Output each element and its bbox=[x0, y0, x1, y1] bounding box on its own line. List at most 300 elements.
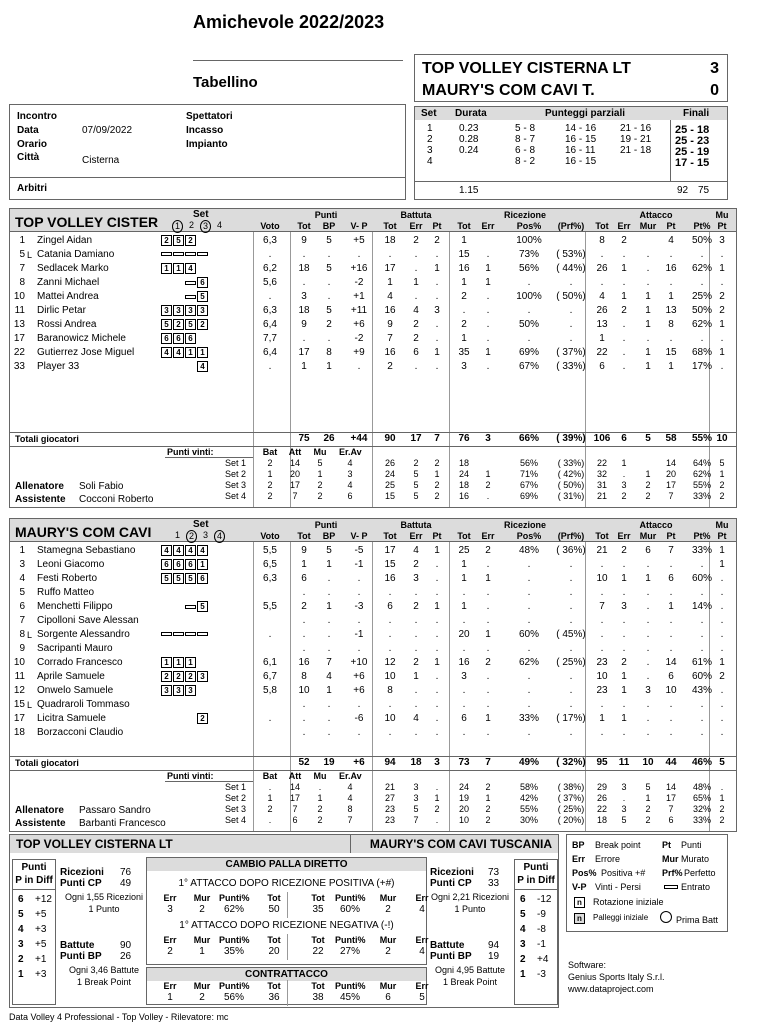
setrow-rerr: 2 bbox=[485, 804, 491, 814]
stat-rtot: 1 bbox=[461, 559, 467, 570]
stat-ptot: 9 bbox=[301, 235, 307, 246]
setrow-att: 20 bbox=[289, 469, 300, 479]
total-atot: 95 bbox=[596, 757, 608, 768]
stat-rtot: . bbox=[462, 615, 466, 626]
player-name: Sorgente Alessandro bbox=[37, 629, 130, 640]
stat-berr: . bbox=[414, 291, 418, 302]
stat-app: . bbox=[700, 629, 704, 640]
setrow-btot: 24 bbox=[384, 469, 395, 479]
setrow-rprf: ( 37%) bbox=[557, 793, 585, 803]
set-position: 5 bbox=[173, 573, 184, 584]
setrow-mu: 1 bbox=[719, 469, 725, 479]
stat-head: Tot bbox=[267, 981, 281, 991]
stat-aerr: 2 bbox=[621, 305, 627, 316]
set-partial-16: 14 - 16 bbox=[565, 123, 597, 134]
stat-voto: 5,8 bbox=[263, 685, 277, 696]
center-sep bbox=[287, 934, 288, 960]
stat-voto: 6,5 bbox=[263, 559, 277, 570]
assistente: Cocconi Roberto bbox=[79, 494, 154, 505]
stat-bp: . bbox=[327, 333, 331, 344]
totals-label: Totali giocatori bbox=[15, 434, 79, 444]
stat-val: 1 bbox=[167, 992, 173, 1003]
left-pdiff-h2: P in Diff bbox=[15, 875, 53, 886]
team-name: TOP VOLLEY CISTER bbox=[15, 214, 159, 230]
stat-ptot: . bbox=[302, 277, 306, 288]
stat-rprf: . bbox=[569, 573, 573, 584]
stat-aerr: . bbox=[622, 559, 626, 570]
arbitri-label: Arbitri bbox=[17, 183, 47, 194]
mu-h: Mu bbox=[715, 210, 729, 220]
bottom-home: TOP VOLLEY CISTERNA LT bbox=[16, 837, 173, 851]
stat-btot: 1 bbox=[387, 277, 393, 288]
stat-berr: . bbox=[414, 249, 418, 260]
bench-icon bbox=[161, 632, 172, 636]
setrow-mu: . bbox=[720, 782, 724, 792]
left-pdiff-h1: Punti bbox=[21, 862, 47, 873]
stat-ptot: . bbox=[302, 587, 306, 598]
stat-bp: . bbox=[327, 587, 331, 598]
diff-value: -3 bbox=[537, 969, 546, 980]
setrow-mu: 2 bbox=[719, 804, 725, 814]
stat-atot: 7 bbox=[599, 601, 605, 612]
spettatori-label: Spettatori bbox=[186, 111, 233, 122]
player-name: Menchetti Filippo bbox=[37, 601, 113, 612]
assistente-label: Assistente bbox=[15, 494, 66, 505]
stat-amur: . bbox=[646, 587, 650, 598]
player-number: 10 bbox=[13, 657, 25, 668]
set-duration: 0.23 bbox=[459, 123, 479, 134]
legend bbox=[566, 834, 728, 932]
player-number: 5 bbox=[19, 587, 25, 598]
stat-head: Tot bbox=[311, 981, 325, 991]
stat-voto: 5,5 bbox=[263, 601, 277, 612]
pv-col-h: Att bbox=[288, 447, 302, 457]
stat-berr: . bbox=[414, 615, 418, 626]
stat-rtot: 1 bbox=[461, 601, 467, 612]
diff-value: +12 bbox=[35, 894, 52, 905]
player-sets bbox=[161, 559, 209, 571]
setrow-label: Set 1 bbox=[225, 782, 247, 792]
stat-ptot: . bbox=[302, 333, 306, 344]
player-name: Player 33 bbox=[37, 361, 80, 372]
stat-btot: 16 bbox=[384, 573, 396, 584]
stat-head: Mur bbox=[379, 981, 397, 991]
setrow-rerr: . bbox=[486, 491, 490, 501]
stat-rpos: 100% bbox=[516, 235, 542, 246]
set-position: 2 bbox=[185, 235, 196, 246]
stat-val: 36 bbox=[268, 992, 280, 1003]
set-position: 4 bbox=[161, 347, 172, 358]
stat-rpos: 56% bbox=[518, 263, 539, 274]
setrow-btot: 15 bbox=[384, 491, 395, 501]
r-ogni-b: Ogni 4,95 Battute bbox=[434, 965, 506, 975]
stat-berr: 2 bbox=[413, 319, 419, 330]
player-number: 3 bbox=[19, 559, 25, 570]
stat-aerr: . bbox=[622, 361, 626, 372]
berr-h: Err bbox=[409, 531, 423, 541]
stat-voto: . bbox=[268, 629, 272, 640]
setrow-rprf: ( 25%) bbox=[557, 804, 585, 814]
bench-icon bbox=[185, 605, 196, 609]
stat-rprf: ( 25%) bbox=[556, 657, 586, 668]
set-position: 4 bbox=[161, 545, 172, 556]
stat-rprf: ( 36%) bbox=[556, 545, 586, 556]
setrow-rprf: ( 38%) bbox=[557, 782, 585, 792]
software-l1: Software: bbox=[568, 960, 607, 970]
stat-rprf: ( 53%) bbox=[556, 249, 586, 260]
stat-vp: +1 bbox=[353, 291, 365, 302]
setrow-rtot: 18 bbox=[458, 458, 469, 468]
stat-vp: +9 bbox=[353, 347, 365, 358]
stat-vp: . bbox=[357, 699, 361, 710]
btot-h: Tot bbox=[383, 531, 397, 541]
setrow-app: 48% bbox=[692, 782, 711, 792]
stat-berr: . bbox=[414, 727, 418, 738]
player-sets bbox=[161, 713, 209, 725]
total-aerr: 11 bbox=[618, 757, 630, 768]
setrow-rpos: 42% bbox=[519, 793, 538, 803]
bench-icon bbox=[161, 252, 172, 256]
stat-val: 60% bbox=[339, 904, 360, 915]
setrow-att: 7 bbox=[292, 804, 298, 814]
assistente-label: Assistente bbox=[15, 818, 66, 829]
set-position: 6 bbox=[185, 559, 196, 570]
legend-err: Err bbox=[572, 854, 586, 864]
stat-aerr: . bbox=[622, 727, 626, 738]
stat-apt: 7 bbox=[668, 545, 674, 556]
setrow-aerr: . bbox=[622, 793, 626, 803]
stat-app: 50% bbox=[691, 235, 712, 246]
punti-h: Punti bbox=[314, 210, 338, 220]
stat-btot: 8 bbox=[387, 685, 393, 696]
stat-val: 56% bbox=[223, 992, 244, 1003]
center-sep bbox=[287, 892, 288, 918]
page-subtitle: Tabellino bbox=[193, 74, 258, 91]
stat-aerr: . bbox=[622, 699, 626, 710]
stat-val: 4 bbox=[419, 904, 425, 915]
stat-ptot: . bbox=[302, 643, 306, 654]
stat-vp: . bbox=[357, 643, 361, 654]
stat-vp: +16 bbox=[350, 263, 368, 274]
stat-app: 17% bbox=[691, 361, 712, 372]
setrow-rpos: 30% bbox=[519, 815, 538, 825]
diff-points: 5 bbox=[520, 909, 526, 920]
r-cp: 33 bbox=[488, 878, 500, 889]
l-bp: 26 bbox=[120, 951, 132, 962]
bench-icon bbox=[197, 632, 208, 636]
stat-berr: . bbox=[414, 361, 418, 372]
stat-bp: 7 bbox=[326, 657, 332, 668]
stat-atot: 4 bbox=[599, 291, 605, 302]
setrow-amur: 2 bbox=[645, 480, 651, 490]
amur-h: Mur bbox=[639, 221, 657, 231]
stat-apt: . bbox=[669, 559, 673, 570]
setrow-rprf: ( 33%) bbox=[557, 458, 585, 468]
stat-bp: . bbox=[327, 291, 331, 302]
stat-amur: . bbox=[646, 263, 650, 274]
stat-rpos: . bbox=[527, 643, 531, 654]
set-position: 6 bbox=[161, 333, 172, 344]
player-number: 11 bbox=[14, 305, 25, 316]
allenatore-label: Allenatore bbox=[15, 805, 64, 816]
stat-apt: 15 bbox=[665, 347, 677, 358]
stat-aerr: . bbox=[622, 333, 626, 344]
set-num: 3 bbox=[427, 145, 433, 156]
stat-atot: . bbox=[600, 629, 604, 640]
setrow-rpos: 67% bbox=[519, 480, 538, 490]
stat-bpt: . bbox=[435, 699, 439, 710]
setrow-atot: 26 bbox=[596, 793, 607, 803]
stat-rtot: 3 bbox=[461, 671, 467, 682]
legend-pt-t: Punti bbox=[681, 840, 702, 850]
setrow-label: Set 4 bbox=[225, 815, 247, 825]
set-position: 6 bbox=[173, 559, 184, 570]
stat-mu: 1 bbox=[719, 319, 725, 330]
total-aerr: 6 bbox=[621, 433, 627, 444]
stat-bp: . bbox=[327, 573, 331, 584]
stat-rpos: 62% bbox=[518, 657, 539, 668]
stat-bpt: 1 bbox=[434, 601, 440, 612]
stat-mu: . bbox=[720, 629, 724, 640]
l-bat-label: Battute bbox=[60, 940, 95, 951]
stat-berr: 2 bbox=[413, 333, 419, 344]
setrow-berr: 5 bbox=[413, 491, 419, 501]
stat-amur: . bbox=[646, 249, 650, 260]
player-libero: L bbox=[27, 630, 33, 640]
stat-atot: . bbox=[600, 277, 604, 288]
stat-head: Tot bbox=[267, 935, 281, 945]
stat-rerr: 1 bbox=[485, 277, 491, 288]
l-bp-label: Punti BP bbox=[60, 951, 102, 962]
diff-value: +5 bbox=[35, 939, 47, 950]
stat-rpos: . bbox=[527, 671, 531, 682]
stat-atot: 1 bbox=[599, 713, 605, 724]
diff-value: +3 bbox=[35, 924, 47, 935]
set-position: 2 bbox=[197, 319, 208, 330]
player-number: 18 bbox=[13, 727, 25, 738]
player-libero: L bbox=[27, 700, 33, 710]
set-position: 1 bbox=[173, 263, 184, 274]
setrow-rpos: 71% bbox=[519, 469, 538, 479]
stat-rprf: . bbox=[569, 615, 573, 626]
total-apt: 58 bbox=[665, 433, 677, 444]
bottom-stats bbox=[9, 834, 559, 1008]
stat-voto: 6,7 bbox=[263, 671, 277, 682]
player-name: Zingel Aidan bbox=[37, 235, 93, 246]
stat-mu: . bbox=[720, 713, 724, 724]
set-position: 5 bbox=[161, 573, 172, 584]
stat-berr: . bbox=[414, 699, 418, 710]
r-cp-label: Punti CP bbox=[430, 878, 472, 889]
sets-h-durata: Durata bbox=[455, 108, 487, 119]
stat-bpt: . bbox=[435, 643, 439, 654]
setrow-rprf: ( 20%) bbox=[557, 815, 585, 825]
home-team-name: TOP VOLLEY CISTERNA LT bbox=[422, 60, 631, 77]
setrow-label: Set 4 bbox=[225, 491, 247, 501]
set-number-1: 1 bbox=[172, 220, 183, 233]
stat-rtot: 25 bbox=[458, 545, 470, 556]
stat-bp: 1 bbox=[326, 601, 332, 612]
set-position: 6 bbox=[197, 277, 208, 288]
player-sets bbox=[161, 587, 209, 599]
punti-vinti-label: Punti vinti: bbox=[167, 771, 214, 781]
mupt-h: Pt bbox=[717, 221, 727, 231]
stat-amur: . bbox=[646, 559, 650, 570]
total-ptot: 52 bbox=[298, 757, 310, 768]
ricezione-h: Ricezione bbox=[503, 210, 546, 220]
pv-col-h: Er.Av bbox=[339, 447, 362, 457]
stat-head: Tot bbox=[267, 893, 281, 903]
stat-head: Punti% bbox=[335, 935, 366, 945]
stat-btot: 9 bbox=[387, 319, 393, 330]
player-name: Dirlic Petar bbox=[37, 305, 86, 316]
stat-rpos: 48% bbox=[518, 545, 539, 556]
incasso-label: Incasso bbox=[186, 125, 224, 136]
setrow-rtot: 16 bbox=[458, 491, 469, 501]
stat-ptot: . bbox=[302, 615, 306, 626]
stat-vp: +6 bbox=[353, 671, 365, 682]
stat-bp: 4 bbox=[326, 671, 332, 682]
stat-vp: . bbox=[357, 615, 361, 626]
player-name: Sacripanti Mauro bbox=[37, 643, 113, 654]
stat-app: . bbox=[700, 713, 704, 724]
total-btot: 94 bbox=[384, 757, 396, 768]
home-sets: 3 bbox=[710, 60, 719, 77]
stat-val: 6 bbox=[385, 992, 391, 1003]
setrow-mu: 2 bbox=[317, 815, 323, 825]
total-rpos: 49% bbox=[518, 757, 539, 768]
stat-app: 33% bbox=[691, 545, 712, 556]
set-position: 4 bbox=[185, 263, 196, 274]
setrow-bat: . bbox=[268, 815, 272, 825]
diff-value: +3 bbox=[35, 969, 47, 980]
player-sets bbox=[161, 361, 209, 373]
sets-table bbox=[414, 106, 728, 200]
stat-bpt: 1 bbox=[434, 657, 440, 668]
setrow-apt: 14 bbox=[665, 782, 676, 792]
set-position: 1 bbox=[161, 263, 172, 274]
rotazione-icon: n bbox=[574, 897, 585, 908]
diff-value: -1 bbox=[537, 939, 546, 950]
stat-berr: 2 bbox=[413, 559, 419, 570]
setrow-bpt: 1 bbox=[434, 793, 440, 803]
r-ogni-r: Ogni 2,21 Ricezioni bbox=[430, 892, 510, 902]
diff-points: 6 bbox=[18, 894, 24, 905]
stat-atot: . bbox=[600, 643, 604, 654]
setrow-rtot: 18 bbox=[458, 480, 469, 490]
set-position: 2 bbox=[185, 671, 196, 682]
stat-btot: 17 bbox=[384, 545, 396, 556]
stat-bpt: . bbox=[435, 361, 439, 372]
stat-voto: 6,4 bbox=[263, 319, 277, 330]
set-final: 25 - 19 bbox=[675, 146, 710, 158]
player-sets bbox=[161, 573, 209, 585]
vp-h: V- P bbox=[350, 221, 368, 231]
stat-app: . bbox=[700, 587, 704, 598]
stat-head: Tot bbox=[311, 935, 325, 945]
setrow-rerr: 1 bbox=[485, 793, 491, 803]
stat-mu: 1 bbox=[719, 657, 725, 668]
stat-val: 5 bbox=[419, 992, 425, 1003]
stat-bp: 2 bbox=[326, 319, 332, 330]
l-cp-label: Punti CP bbox=[60, 878, 102, 889]
set-position: 5 bbox=[173, 235, 184, 246]
set-partial-16: 16 - 15 bbox=[565, 134, 597, 145]
stat-bpt: . bbox=[435, 559, 439, 570]
rpos-h: Pos% bbox=[516, 221, 542, 231]
stat-berr: 6 bbox=[413, 347, 419, 358]
setrow-rtot: 20 bbox=[458, 804, 469, 814]
stat-btot: . bbox=[388, 643, 392, 654]
stat-mu: . bbox=[720, 727, 724, 738]
total-duration: 1.15 bbox=[459, 185, 479, 196]
setrow-rerr: 2 bbox=[485, 782, 491, 792]
stat-rpos: 50% bbox=[518, 319, 539, 330]
mupt-h: Pt bbox=[717, 531, 727, 541]
setrow-apt: 7 bbox=[668, 491, 674, 501]
team2-section bbox=[9, 518, 737, 828]
stat-mu: . bbox=[720, 587, 724, 598]
stat-app: 50% bbox=[691, 305, 712, 316]
player-number: 17 bbox=[13, 333, 25, 344]
stat-vp: -1 bbox=[354, 559, 364, 570]
stat-berr: 4 bbox=[413, 305, 419, 316]
player-name: Zanni Michael bbox=[37, 277, 100, 288]
set-final: 25 - 18 bbox=[675, 124, 710, 136]
stat-btot: 10 bbox=[384, 671, 396, 682]
stat-val: 22 bbox=[312, 946, 324, 957]
setrow-label: Set 1 bbox=[225, 458, 247, 468]
set-position: 1 bbox=[161, 657, 172, 668]
setrow-rprf: ( 42%) bbox=[557, 469, 585, 479]
player-name: Baranowicz Michele bbox=[37, 333, 126, 344]
stat-amur: 1 bbox=[645, 305, 651, 316]
stat-aerr: 1 bbox=[621, 291, 627, 302]
stat-amur: . bbox=[646, 601, 650, 612]
stat-btot: 16 bbox=[384, 347, 396, 358]
set-position: 6 bbox=[185, 333, 196, 344]
set-duration: 0.24 bbox=[459, 145, 479, 156]
r-bp: 19 bbox=[488, 951, 500, 962]
setrow-app: 62% bbox=[692, 469, 711, 479]
stat-ptot: . bbox=[302, 699, 306, 710]
stat-voto: 6,3 bbox=[263, 573, 277, 584]
orario-label: Orario bbox=[17, 139, 48, 150]
setrow-apt: 20 bbox=[665, 469, 676, 479]
l-bpoint: 1 Break Point bbox=[76, 977, 132, 987]
stat-head: Punti% bbox=[219, 893, 250, 903]
stat-berr: . bbox=[414, 263, 418, 274]
stat-bp: 5 bbox=[326, 305, 332, 316]
setrow-erav: 7 bbox=[347, 815, 353, 825]
player-number: 12 bbox=[13, 685, 25, 696]
player-number: 33 bbox=[13, 361, 25, 372]
stat-head: Err bbox=[415, 981, 429, 991]
stat-voto: 6,3 bbox=[263, 305, 277, 316]
setrow-mu: 2 bbox=[719, 815, 725, 825]
setrow-rtot: 24 bbox=[458, 469, 469, 479]
stat-rtot: . bbox=[462, 685, 466, 696]
total-rprf: ( 39%) bbox=[556, 433, 586, 444]
total-rprf: ( 32%) bbox=[556, 757, 586, 768]
legend-palleg: Palleggi iniziale bbox=[593, 913, 649, 922]
stat-rtot: 2 bbox=[461, 319, 467, 330]
stat-vp: +6 bbox=[353, 685, 365, 696]
setrow-rerr: 2 bbox=[485, 815, 491, 825]
stat-mu: . bbox=[720, 643, 724, 654]
stat-atot: 6 bbox=[599, 361, 605, 372]
stat-amur: . bbox=[646, 629, 650, 640]
